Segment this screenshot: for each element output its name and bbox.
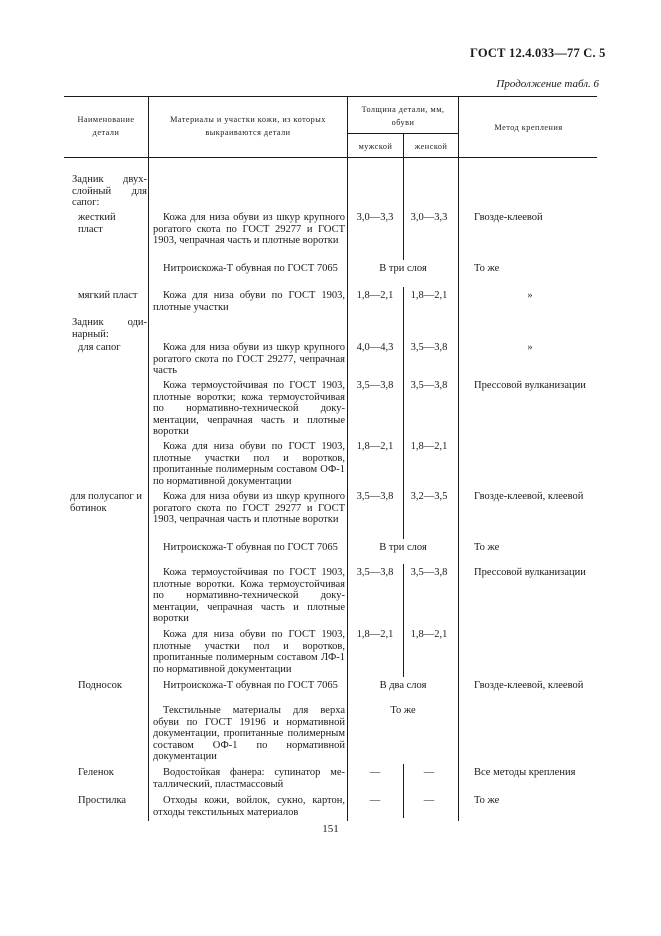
thickness-female: 3,5—3,8	[410, 567, 448, 578]
col-header-female: женской	[414, 142, 448, 151]
thickness-male: —	[369, 767, 381, 778]
col-header-material: Материалы и участки кожи, из которых выкраиваются детали	[170, 115, 326, 137]
attachment-method: Прессовой вулканизации	[474, 380, 586, 391]
col-header-thickness: Толщина детали, мм, обуви	[361, 105, 445, 127]
col-divider-1	[148, 96, 149, 821]
attachment-method: То же	[474, 795, 500, 806]
thickness-male: 3,5—3,8	[356, 380, 394, 391]
col-divider-3	[458, 96, 459, 821]
attachment-method: »	[527, 290, 533, 301]
part-name: для сапог	[78, 342, 121, 353]
thickness-female: 1,8—2,1	[410, 629, 448, 640]
material-text: Кожа для низа обуви по ГОСТ 1903, плотные участки пол и воротков, пропитанные полимерным составом ЛФ-1 по нормативной документации	[153, 629, 345, 675]
material-text: Кожа для низа обуви из шкур крупного рогатого скота по ГОСТ 29277 и ГОСТ 1903, чепрачная часть и плотные воротки	[153, 212, 345, 247]
thickness-male: 1,8—2,1	[356, 629, 394, 640]
material-text: Кожа термоустойчивая по ГОСТ 1903, плотные воротки; кожа термоустойчивая по нормативно-технической документации, чепрачная часть и плотные воротки	[153, 380, 345, 438]
col-divider-2	[347, 96, 348, 821]
thickness-female: 3,2—3,5	[410, 491, 448, 502]
attachment-method: Прессовой вулканизации	[474, 567, 586, 578]
thickness-male: —	[369, 795, 381, 806]
table-continuation-caption: Продолжение табл. 6	[496, 78, 599, 90]
table-top-rule	[64, 96, 597, 97]
thickness-both: В три слоя	[379, 263, 427, 274]
thickness-male: 4,0—4,3	[356, 342, 394, 353]
material-text: Кожа для низа обуви по ГОСТ 1903, плотные участки	[153, 290, 345, 313]
thickness-male: 3,5—3,8	[356, 491, 394, 502]
part-name: Простилка	[78, 795, 127, 806]
thickness-both: То же	[390, 705, 416, 716]
attachment-method: То же	[474, 542, 500, 553]
attachment-method: Все методы крепления	[474, 767, 576, 778]
col-header-male: мужской	[358, 142, 393, 151]
material-text: Текстильные материалы для верха обуви по ГОСТ 19196 и нормативной документации, пропитанные полимерным составом ОФ-1 по нормативной документации	[153, 705, 345, 763]
attachment-method: Гвозде-клеевой	[474, 212, 543, 223]
thickness-male: 1,8—2,1	[356, 290, 394, 301]
thickness-female: —	[423, 795, 435, 806]
material-text: Водостойкая фанера: супинатор металлический, пластмассовый	[153, 767, 345, 790]
header-bottom-rule	[64, 157, 597, 158]
part-name: мягкий пласт	[78, 290, 138, 301]
material-text: Нитроискожа-Т обувная по ГОСТ 7065	[163, 542, 338, 553]
page-number: 151	[322, 823, 339, 835]
thickness-female: 3,5—3,8	[410, 342, 448, 353]
thickness-female: 3,5—3,8	[410, 380, 448, 391]
thickness-male: 1,8—2,1	[356, 441, 394, 452]
page-title: ГОСТ 12.4.033—77 С. 5	[470, 46, 606, 60]
part-name: для полусапог и ботинок	[70, 491, 142, 514]
material-text: Нитроискожа-Т обувная по ГОСТ 7065	[163, 263, 338, 274]
part-name: жесткий пласт	[78, 212, 116, 235]
part-name: Задник двухслойный для сапог:	[72, 174, 147, 209]
thickness-both: В три слоя	[379, 542, 427, 553]
thickness-female: 1,8—2,1	[410, 441, 448, 452]
thickness-female: 1,8—2,1	[410, 290, 448, 301]
thickness-male: 3,0—3,3	[356, 212, 394, 223]
material-text: Кожа термоустойчивая по ГОСТ 1903, плотные воротки. Кожа термоустойчивая по нормативно-технической документации, чепрачная часть и плотные воротки	[153, 567, 345, 625]
col-header-method: Метод крепления	[494, 123, 563, 132]
attachment-method: »	[527, 342, 533, 353]
material-text: Кожа для низа обуви по ГОСТ 1903, плотные участки пол и воротков, пропитанные полимерным составом ОФ-1 по нормативной документации	[153, 441, 345, 487]
part-name: Геленок	[78, 767, 114, 778]
thickness-male: 3,5—3,8	[356, 567, 394, 578]
material-text: Отходы кожи, войлок, сукно, картон, отходы текстильных материалов	[153, 795, 345, 818]
material-text: Кожа для низа обуви из шкур крупного рогатого скота по ГОСТ 29277, чепрачная часть	[153, 342, 345, 377]
thickness-female: —	[423, 767, 435, 778]
attachment-method: То же	[474, 263, 500, 274]
male-female-divider	[403, 564, 404, 677]
part-name: Подносок	[78, 680, 123, 691]
thickness-both: В два слоя	[379, 680, 427, 691]
thickness-female: 3,0—3,3	[410, 212, 448, 223]
col-header-name: Наименование детали	[77, 115, 135, 137]
attachment-method: Гвозде-клеевой, клеевой	[474, 680, 584, 691]
material-text: Кожа для низа обуви из шкур крупного рогатого скота по ГОСТ 29277 и ГОСТ 1903, чепрачная часть и плотные воротки	[153, 491, 345, 526]
part-name: Задник одинарный:	[72, 317, 147, 340]
attachment-method: Гвозде-клеевой, клеевой	[474, 491, 584, 502]
material-text: Нитроискожа-Т обувная по ГОСТ 7065	[163, 680, 338, 691]
